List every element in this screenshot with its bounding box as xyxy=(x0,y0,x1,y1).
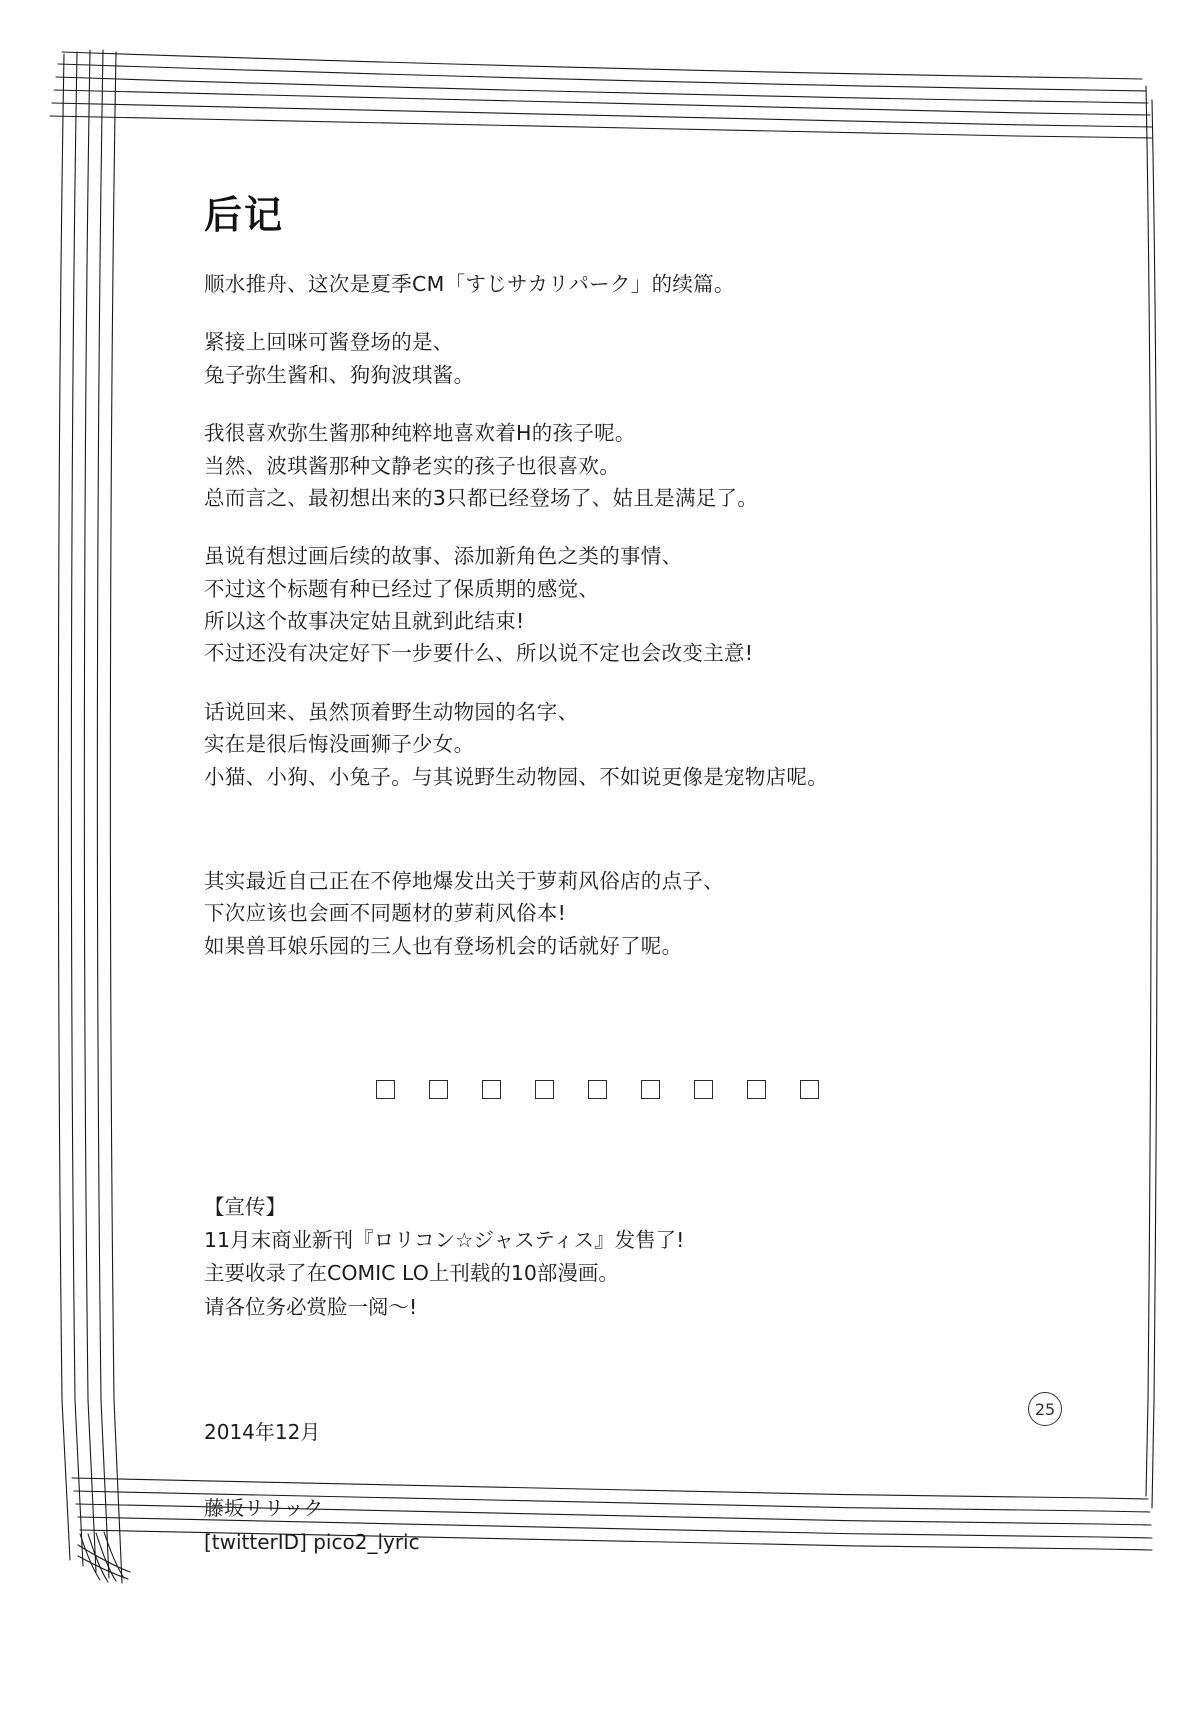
spacer xyxy=(204,1324,1024,1370)
promo-heading: 【宣传】 xyxy=(204,1195,286,1219)
promo-line: 主要收录了在COMIC LO上刊载的10部漫画。 xyxy=(204,1261,619,1286)
text-line: 不过还没有决定好下一步要什么、所以说不定也会改变主意! xyxy=(204,641,754,666)
paragraph-likes xyxy=(204,417,1024,514)
page-number: 25 xyxy=(1028,1392,1062,1426)
publication-date: 2014年12月 xyxy=(204,1419,321,1444)
text-line: 我很喜欢弥生酱那种纯粹地喜欢着H的孩子呢。 xyxy=(204,421,636,446)
author-twitter: [twitterID] pico2_lyric xyxy=(204,1529,420,1554)
text-line: 当然、波琪酱那种文静老实的孩子也很喜欢。 xyxy=(204,453,620,478)
page-title: 后记 xyxy=(204,193,285,237)
square-glyph xyxy=(376,1080,395,1099)
text-line: 下次应该也会画不同题材的萝莉风俗本! xyxy=(204,901,567,926)
paragraph-sequel xyxy=(204,540,1024,670)
spacer xyxy=(204,1370,1024,1416)
text-line: 兔子弥生酱和、狗狗波琪酱。 xyxy=(204,362,475,387)
author-name: 藤坂リリック xyxy=(204,1495,324,1520)
text-line: 话说回来、虽然顶着野生动物园的名字、 xyxy=(204,699,579,724)
square-divider xyxy=(204,1080,1024,1099)
spacer xyxy=(204,819,1024,865)
paragraph-ideas xyxy=(204,865,1024,962)
spacer xyxy=(204,1145,1024,1191)
paragraph-characters xyxy=(204,326,1024,391)
square-glyph xyxy=(747,1080,766,1099)
square-glyph xyxy=(641,1080,660,1099)
promo-line: 请各位务必赏脸一阅～! xyxy=(204,1294,418,1319)
promo-block xyxy=(204,1191,1024,1324)
square-glyph xyxy=(694,1080,713,1099)
text-line: 不过这个标题有种已经过了保质期的感觉、 xyxy=(204,576,600,601)
spacer xyxy=(204,1445,1024,1491)
promo-line: 11月末商业新刊『ロリコン☆ジャスティス』发售了! xyxy=(204,1228,685,1253)
text-line: 总而言之、最初想出来的3只都已经登场了、姑且是满足了。 xyxy=(204,485,759,510)
paragraph-intro xyxy=(204,268,1024,300)
text-line: 其实最近自己正在不停地爆发出关于萝莉风俗店的点子、 xyxy=(204,868,724,893)
signature-block xyxy=(204,1491,1024,1559)
paragraph-zoo xyxy=(204,696,1024,793)
square-glyph xyxy=(429,1080,448,1099)
text-line: 虽说有想过画后续的故事、添加新角色之类的事情、 xyxy=(204,544,683,569)
spacer xyxy=(204,1034,1024,1080)
square-glyph xyxy=(535,1080,554,1099)
square-glyph xyxy=(588,1080,607,1099)
square-glyph xyxy=(800,1080,819,1099)
text-line: 如果兽耳娘乐园的三人也有登场机会的话就好了呢。 xyxy=(204,933,683,958)
text-line: 小猫、小狗、小兔子。与其说野生动物园、不如说更像是宠物店呢。 xyxy=(204,764,828,789)
spacer xyxy=(204,988,1024,1034)
afterword-content xyxy=(204,193,1024,1559)
text-line: 所以这个故事决定姑且就到此结束! xyxy=(204,609,525,633)
text-line: 顺水推舟、这次是夏季CM「すじサカリパーク」的续篇。 xyxy=(204,272,735,296)
square-glyph xyxy=(482,1080,501,1099)
spacer xyxy=(204,1099,1024,1145)
text-line: 紧接上回咪可酱登场的是、 xyxy=(204,330,454,355)
text-line: 实在是很后悔没画狮子少女。 xyxy=(204,732,475,757)
